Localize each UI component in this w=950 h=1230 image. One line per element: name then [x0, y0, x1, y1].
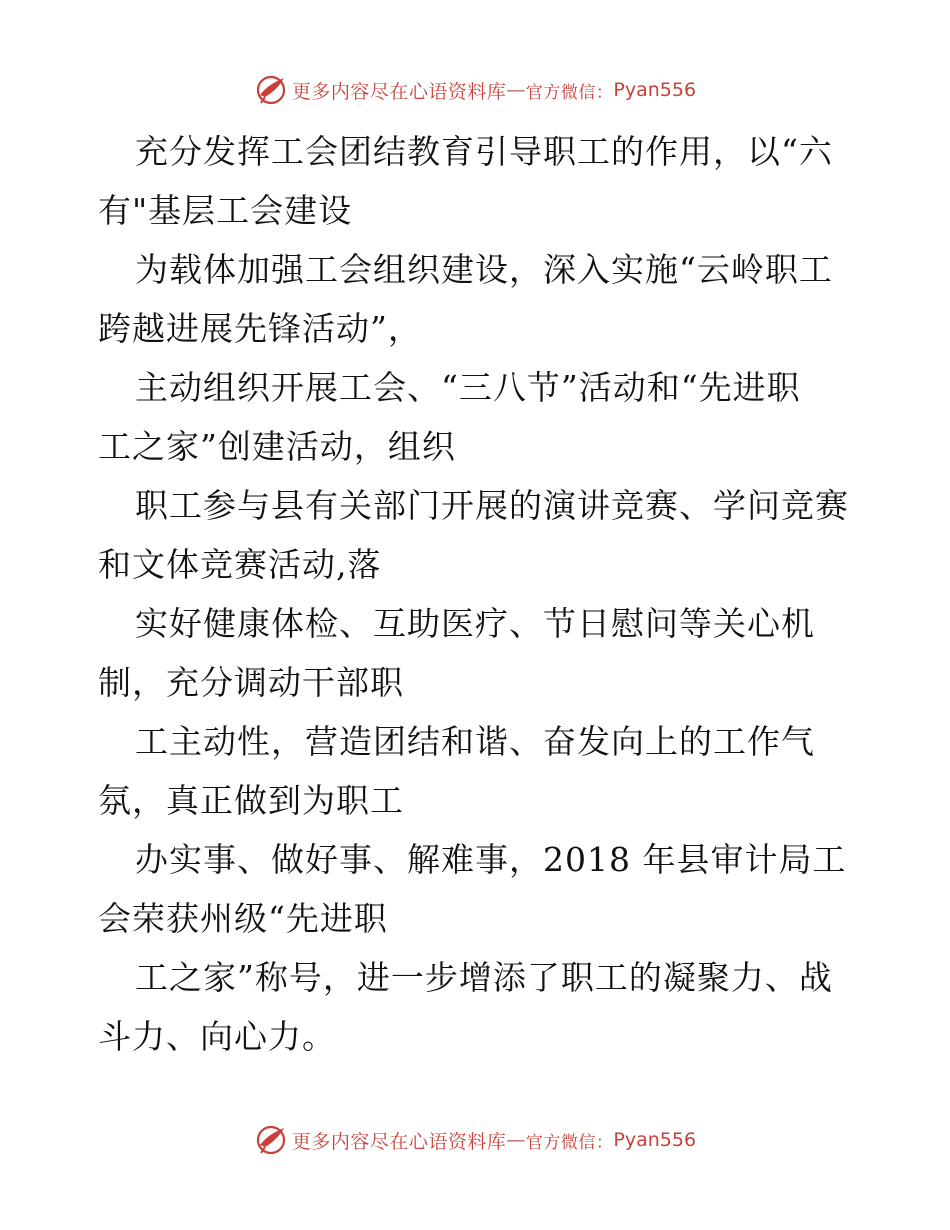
- body-line: 充分发挥工会团结教育引导职工的作用，以“六: [135, 132, 833, 171]
- body-line: 职工参与县有关部门开展的演讲竞赛、学问竞赛: [135, 486, 849, 525]
- body-line: 斗力、向心力。: [98, 1017, 336, 1056]
- body-line: 制，充分调动干部职: [98, 663, 404, 702]
- watermark-wechat-label: 官方微信：: [525, 82, 614, 103]
- watermark-wechat-label: 官方微信：: [525, 1132, 614, 1153]
- header-watermark: [0, 70, 950, 110]
- body-line: 工之家”称号，进一步增添了职工的凝聚力、战: [135, 958, 833, 997]
- body-line: 氛，真正做到为职工: [98, 781, 404, 820]
- footer-watermark: [0, 1120, 950, 1160]
- body-line: 会荣获州级“先进职: [98, 899, 388, 938]
- body-line: 工主动性，营造团结和谐、奋发向上的工作气: [135, 722, 815, 761]
- quill-pen-logo-icon: [254, 73, 288, 107]
- watermark-dash: —: [506, 79, 526, 101]
- body-line: 办实事、做好事、解难事，2018 年县审计局工: [135, 840, 847, 879]
- body-line: 为载体加强工会组织建设，深入实施“云岭职工: [135, 250, 833, 289]
- document-body: [98, 122, 868, 1066]
- body-line: 主动组织开展工会、“三八节”活动和“先进职: [135, 368, 801, 407]
- quill-pen-logo-icon: [254, 1123, 288, 1157]
- watermark-brand-text: 更多内容尽在心语资料库: [291, 80, 507, 103]
- body-line: 实好健康体检、互助医疗、节日慰问等关心机: [135, 604, 815, 643]
- body-line: 有"基层工会建设: [98, 191, 353, 230]
- watermark-wechat-id: Pyan556: [613, 79, 697, 101]
- watermark-wechat-id: Pyan556: [613, 1129, 697, 1151]
- body-line: 和文体竞赛活动,落: [98, 545, 382, 584]
- body-line: 跨越进展先锋活动”，: [98, 309, 422, 348]
- watermark-brand-text: 更多内容尽在心语资料库: [291, 1130, 507, 1153]
- body-line: 工之家”创建活动，组织: [98, 427, 456, 466]
- watermark-dash: —: [506, 1129, 526, 1151]
